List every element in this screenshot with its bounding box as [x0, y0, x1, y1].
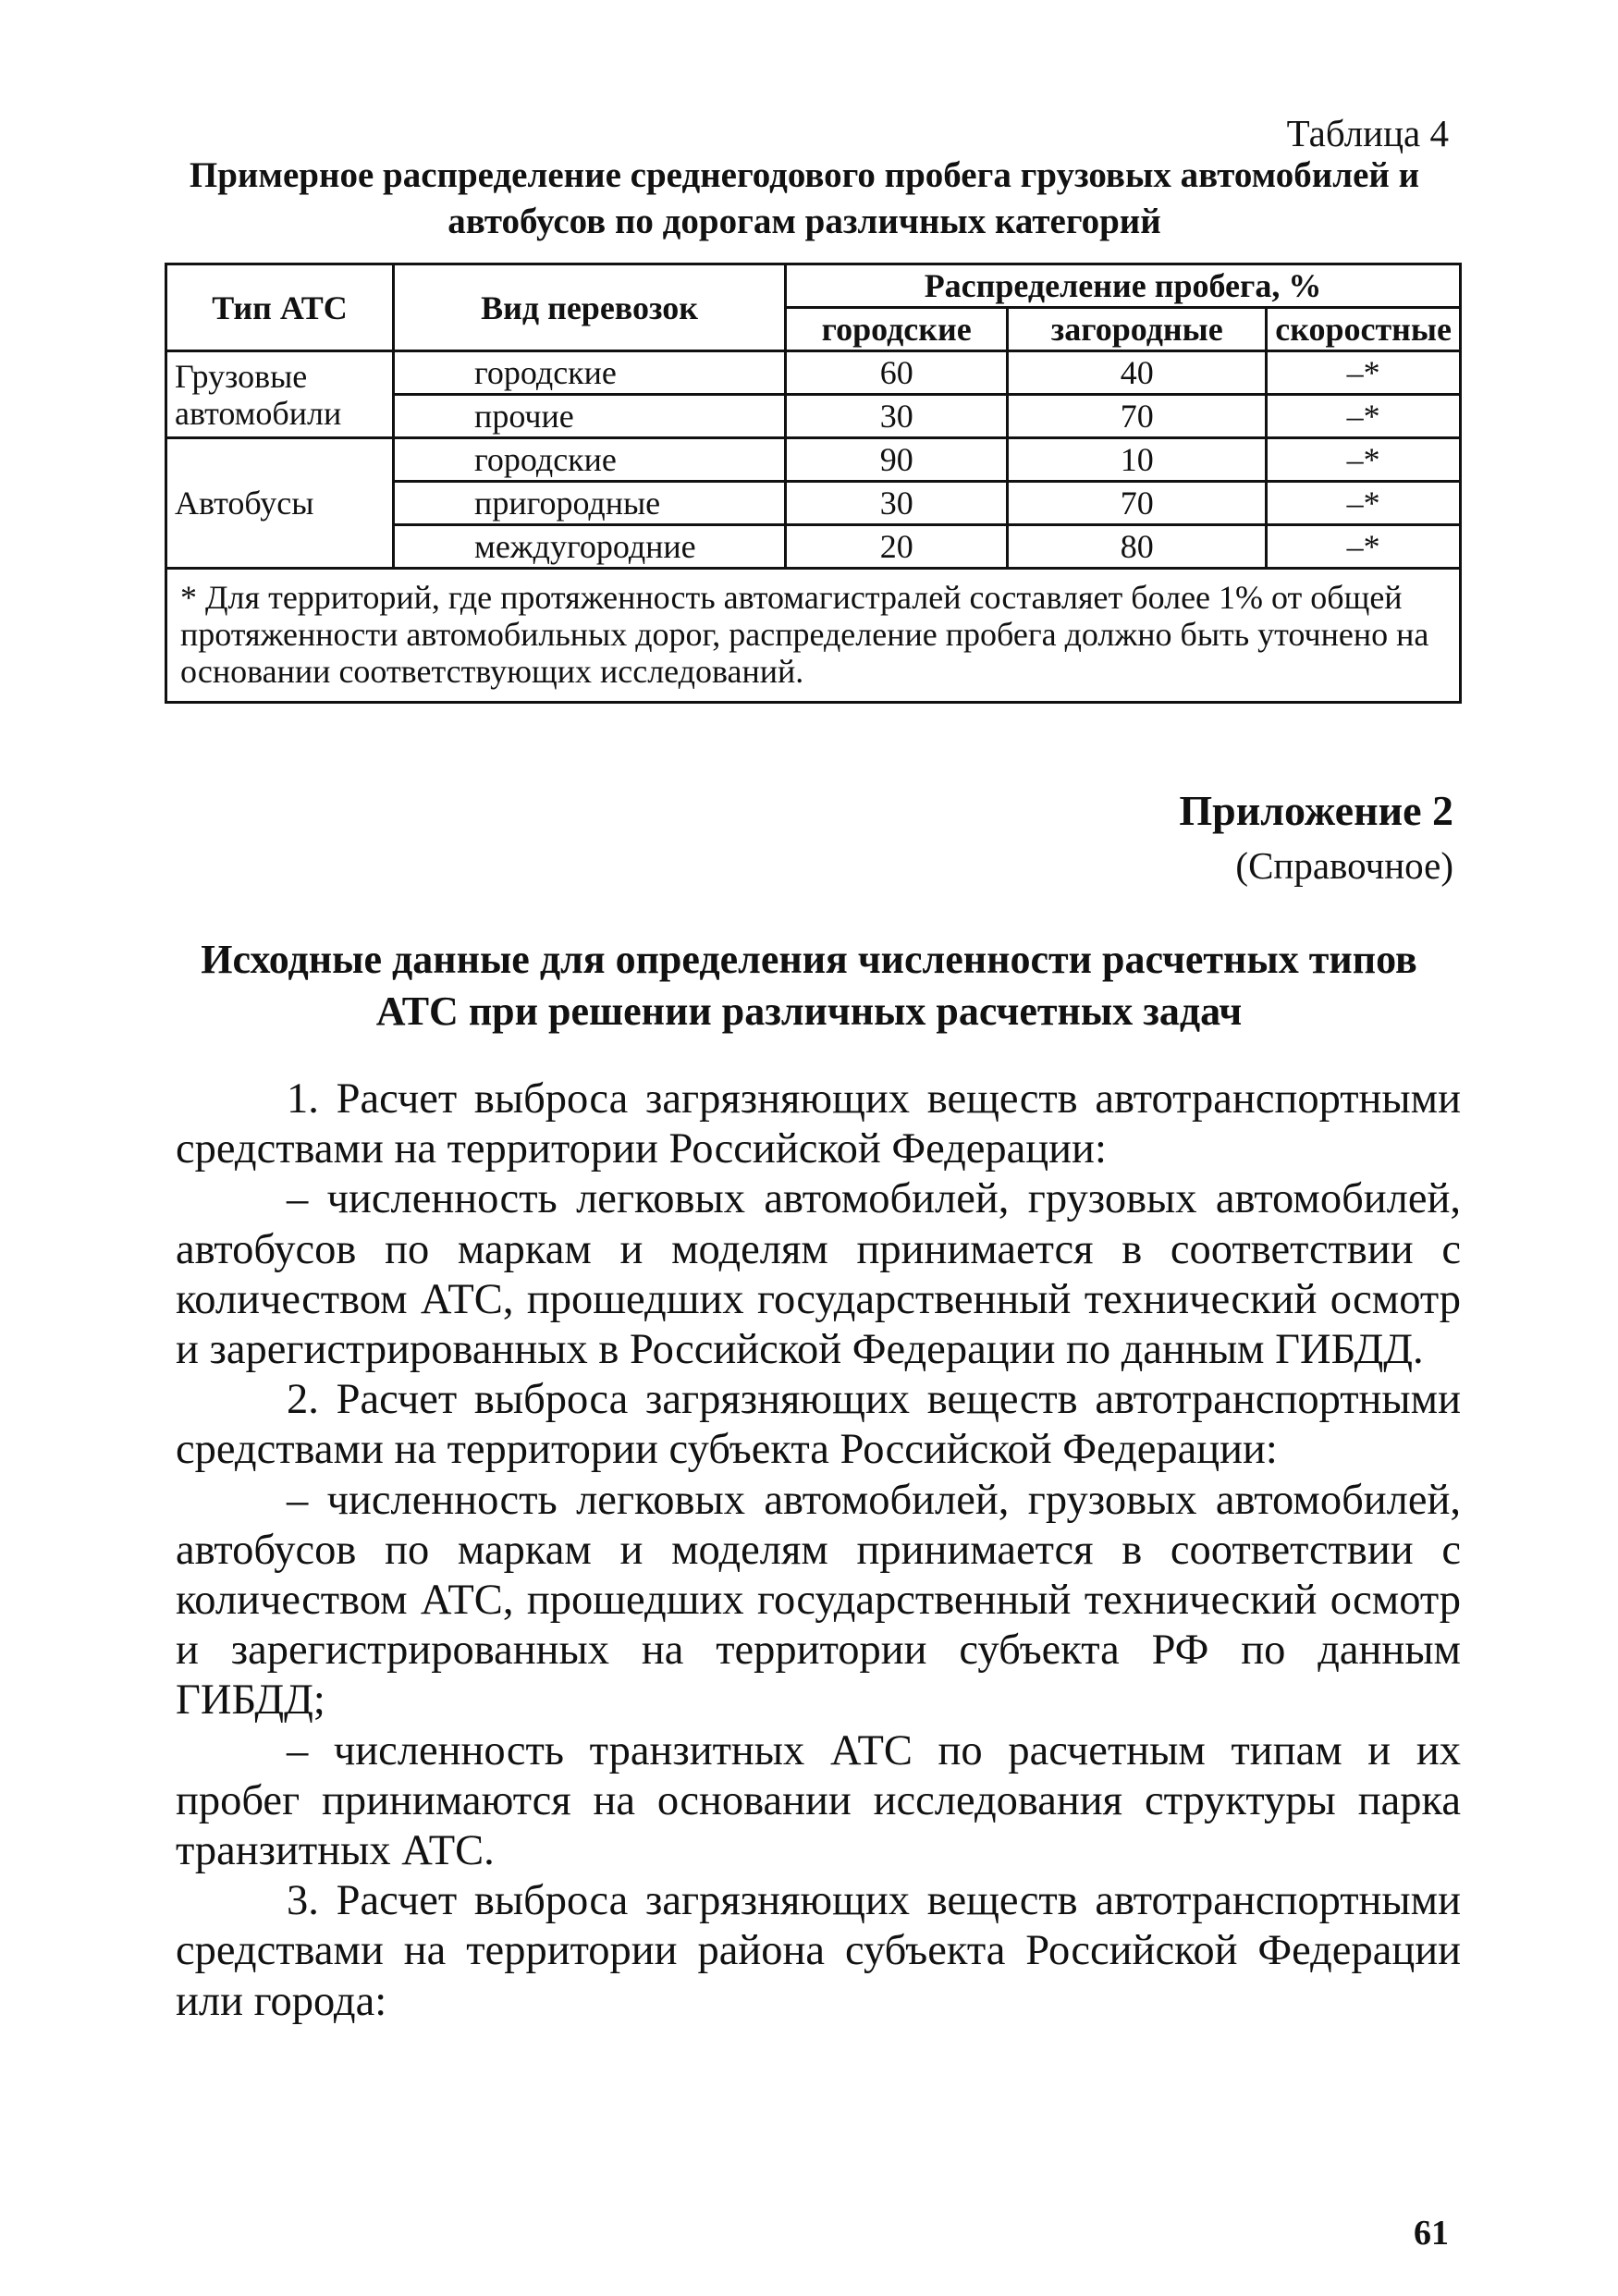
cell-suburban: 70 — [1008, 482, 1267, 525]
page-number: 61 — [1414, 2214, 1449, 2253]
cell-vehicle-type: Автобусы — [166, 438, 394, 569]
cell-suburban: 70 — [1008, 395, 1267, 438]
paragraph: 3. Расчет выброса загрязняющих веществ автотранспортными средствами на территории района субъекта Российской Федерации или города: — [176, 1877, 1461, 2025]
paragraph: 2. Расчет выброса загрязняющих веществ автотранспортными средствами на территории субъекта Российской Федерации: — [176, 1376, 1461, 1474]
cell-suburban: 40 — [1008, 351, 1267, 395]
table-footnote-row — [166, 569, 1461, 703]
paragraph: – численность транзитных АТС по расчетным типам и их пробег принимаются на основании исследования структуры парка транзитных АТС. — [176, 1726, 1461, 1875]
mileage-distribution-table — [165, 263, 1462, 704]
table-title: Примерное распределение среднегодового пробега грузовых автомобилей и автобусов по дорогам различных категорий — [189, 155, 1420, 241]
appendix-subtitle: (Справочное) — [1235, 844, 1453, 887]
header-suburban: загородные — [1008, 308, 1267, 351]
cell-express: –* — [1267, 438, 1461, 482]
cell-urban: 60 — [786, 351, 1008, 395]
header-urban: городские — [786, 308, 1008, 351]
table-row — [166, 438, 1461, 482]
header-vehicle-type: Тип АТС — [166, 264, 394, 351]
table-footnote: * Для территорий, где протяженность автомагистралей составляет более 1% от общей протяженности автомобильных дорог, распределение пробега должно быть уточнено на основании соответствующих исследований. — [166, 569, 1461, 703]
section-title: Исходные данные для определения численности расчетных типов АТС при решении различных расчетных задач — [201, 937, 1417, 1034]
body-text — [176, 1074, 1461, 2027]
table-number: Таблица 4 — [1286, 112, 1449, 154]
cell-transport-kind: прочие — [394, 395, 786, 438]
paragraph: – численность легковых автомобилей, грузовых автомобилей, автобусов по маркам и моделям принимается в соответствии с количеством АТС, прошедших государственный технический осмотр и зарегистрированных на территории субъекта РФ по данным ГИБДД; — [176, 1476, 1461, 1725]
cell-express: –* — [1267, 482, 1461, 525]
table-header-row — [166, 264, 1461, 308]
cell-suburban: 10 — [1008, 438, 1267, 482]
paragraph: – численность легковых автомобилей, грузовых автомобилей, автобусов по маркам и моделям принимается в соответствии с количеством АТС, прошедших государственный технический осмотр и зарегистрированных в Российской Федерации по данным ГИБДД. — [176, 1175, 1461, 1374]
cell-transport-kind: пригородные — [394, 482, 786, 525]
cell-urban: 90 — [786, 438, 1008, 482]
appendix-title: Приложение 2 — [1179, 787, 1453, 834]
cell-suburban: 80 — [1008, 525, 1267, 569]
header-transport-kind: Вид перевозок — [394, 264, 786, 351]
table-row — [166, 351, 1461, 395]
cell-transport-kind: городские — [394, 438, 786, 482]
cell-transport-kind: городские — [394, 351, 786, 395]
cell-vehicle-type: Грузовые автомобили — [166, 351, 394, 438]
cell-express: –* — [1267, 351, 1461, 395]
cell-transport-kind: междугородние — [394, 525, 786, 569]
header-mileage-distribution: Распределение пробега, % — [786, 264, 1461, 308]
cell-urban: 30 — [786, 395, 1008, 438]
cell-express: –* — [1267, 525, 1461, 569]
cell-urban: 20 — [786, 525, 1008, 569]
cell-urban: 30 — [786, 482, 1008, 525]
cell-express: –* — [1267, 395, 1461, 438]
header-express: скоростные — [1267, 308, 1461, 351]
paragraph: 1. Расчет выброса загрязняющих веществ автотранспортными средствами на территории Российской Федерации: — [176, 1075, 1461, 1173]
